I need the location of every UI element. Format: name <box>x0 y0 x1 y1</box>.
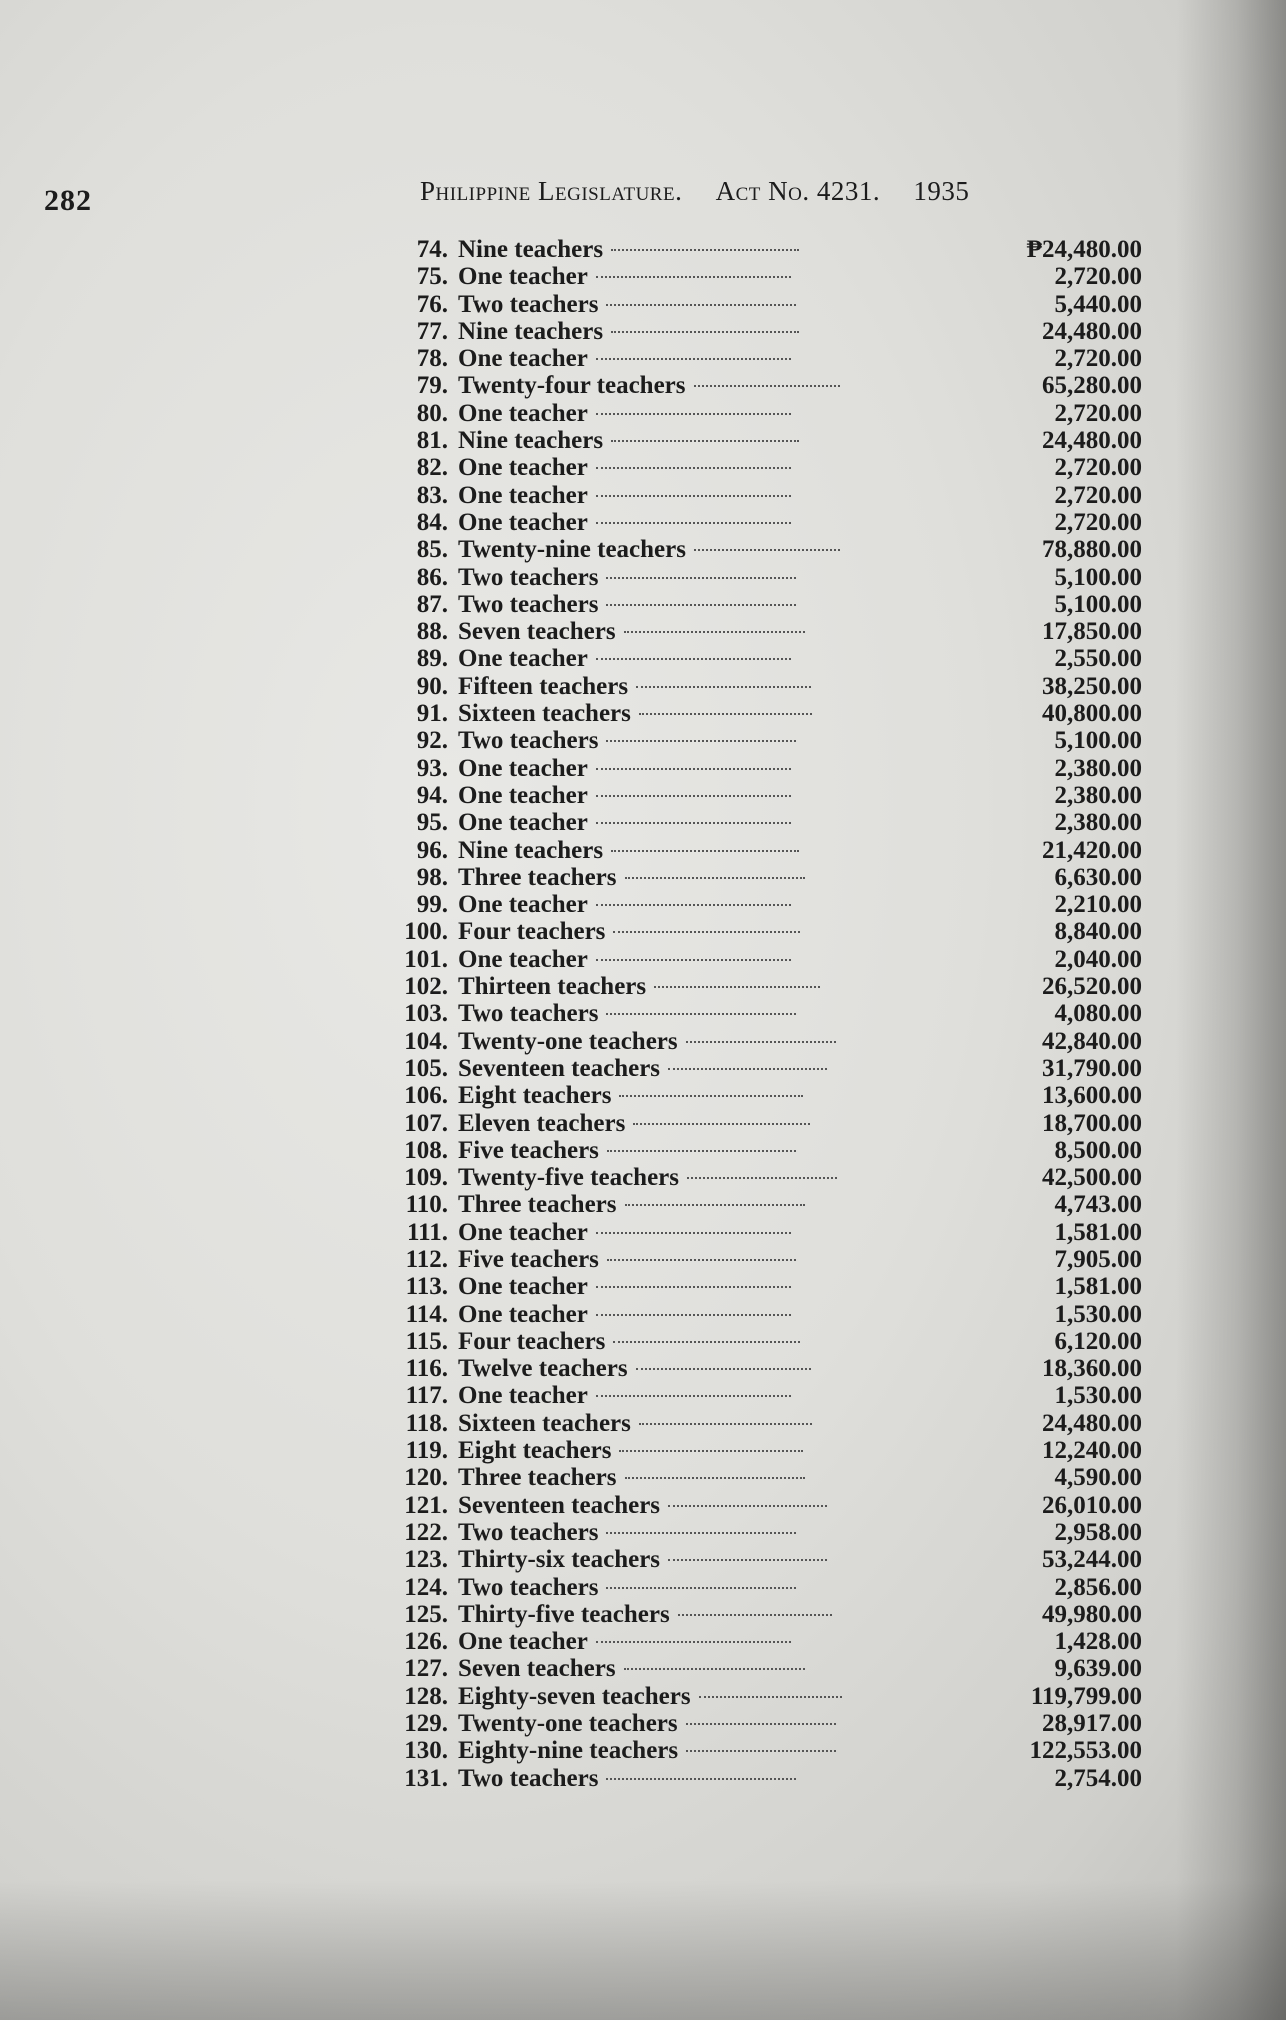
dot-leader <box>686 1041 836 1043</box>
item-amount: 6,120.00 <box>1054 1327 1143 1355</box>
item-number: 109. <box>404 1164 448 1192</box>
list-item <box>382 1410 1142 1437</box>
list-item <box>382 618 1142 645</box>
item-amount: 8,840.00 <box>1054 918 1143 946</box>
item-amount: 38,250.00 <box>1042 672 1142 700</box>
dot-leader <box>596 904 791 906</box>
item-number: 95. <box>416 809 448 837</box>
item-amount: 42,840.00 <box>1042 1027 1142 1055</box>
item-label: Eleven teachers <box>458 1109 626 1137</box>
item-number: 91. <box>416 700 448 728</box>
running-head-act: Act No. 4231. <box>715 176 881 206</box>
item-label: One teacher <box>458 345 588 373</box>
item-amount: 2,210.00 <box>1054 891 1142 919</box>
item-number: 75. <box>416 263 448 291</box>
item-number: 127. <box>404 1655 448 1683</box>
item-label: Thirty-five teachers <box>458 1600 670 1628</box>
item-amount: 2,720.00 <box>1054 508 1142 536</box>
item-amount: 18,700.00 <box>1042 1109 1142 1137</box>
item-label: Nine teachers <box>458 836 604 864</box>
list-item <box>382 1519 1142 1546</box>
dot-leader <box>624 1668 805 1670</box>
list-item <box>382 1328 1142 1355</box>
item-number: 80. <box>416 399 448 427</box>
item-amount: 5,100.00 <box>1054 727 1142 755</box>
dot-leader <box>596 1232 791 1234</box>
list-item <box>382 918 1142 945</box>
item-number: 126. <box>404 1628 448 1656</box>
item-number: 89. <box>416 645 448 673</box>
item-amount: 1,581.00 <box>1054 1218 1142 1246</box>
dot-leader <box>668 1559 827 1561</box>
item-label: Thirteen teachers <box>458 973 647 1001</box>
item-amount: 2,550.00 <box>1054 645 1142 673</box>
list-item <box>382 291 1142 318</box>
item-amount: 1,530.00 <box>1054 1300 1142 1328</box>
dot-leader <box>606 604 796 606</box>
item-number: 108. <box>404 1136 448 1164</box>
list-item <box>382 1191 1142 1218</box>
list-item <box>382 1628 1142 1655</box>
item-amount: 24,480.00 <box>1042 427 1142 455</box>
item-label: Seven teachers <box>458 1655 616 1683</box>
item-label: One teacher <box>458 754 588 782</box>
item-amount: 78,880.00 <box>1042 536 1142 564</box>
list-item <box>382 946 1142 973</box>
item-label: Twelve teachers <box>458 1355 628 1383</box>
item-label: Eighty-nine teachers <box>458 1737 679 1765</box>
dot-leader <box>686 1750 836 1752</box>
dot-leader <box>606 1778 796 1780</box>
item-number: 123. <box>404 1546 448 1574</box>
item-number: 112. <box>405 1245 448 1273</box>
dot-leader <box>699 1696 843 1698</box>
item-label: Two teachers <box>458 290 599 318</box>
dot-leader <box>694 549 840 551</box>
list-item <box>382 1382 1142 1409</box>
list-item <box>382 509 1142 536</box>
item-label: Two teachers <box>458 1518 599 1546</box>
dot-leader <box>596 795 791 797</box>
list-item <box>382 564 1142 591</box>
item-amount: 5,100.00 <box>1054 590 1142 618</box>
item-amount: 26,520.00 <box>1042 973 1143 1001</box>
dot-leader <box>613 1341 799 1343</box>
item-amount: 1,581.00 <box>1054 1273 1142 1301</box>
item-number: 129. <box>404 1710 448 1738</box>
item-number: 122. <box>404 1518 448 1546</box>
item-label: One teacher <box>458 891 588 919</box>
item-number: 115. <box>405 1327 448 1355</box>
item-amount: 31,790.00 <box>1042 1054 1143 1082</box>
dot-leader <box>607 1150 797 1152</box>
item-number: 79. <box>416 372 448 400</box>
running-head <box>420 176 969 207</box>
item-label: One teacher <box>458 508 588 536</box>
list-item <box>382 236 1142 263</box>
list-item <box>382 1546 1142 1573</box>
item-label: Three teachers <box>458 863 617 891</box>
item-label: One teacher <box>458 945 588 973</box>
list-item <box>382 372 1142 399</box>
item-amount: 119,799.00 <box>1030 1682 1142 1710</box>
item-amount: 17,850.00 <box>1042 618 1142 646</box>
item-number: 77. <box>416 317 448 345</box>
item-label: Two teachers <box>458 563 599 591</box>
item-amount: 24,480.00 <box>1042 317 1142 345</box>
item-label: Eight teachers <box>458 1437 612 1465</box>
item-label: Seventeen teachers <box>458 1054 661 1082</box>
dot-leader <box>619 1095 802 1097</box>
list-item <box>382 1601 1142 1628</box>
dot-leader <box>596 1314 791 1316</box>
list-item <box>382 536 1142 563</box>
list-item <box>382 1301 1142 1328</box>
item-label: Sixteen teachers <box>458 1409 631 1437</box>
list-item <box>382 591 1142 618</box>
item-amount: 2,380.00 <box>1054 781 1142 809</box>
item-label: Sixteen teachers <box>458 700 631 728</box>
item-label: Seventeen teachers <box>458 1491 661 1519</box>
item-label: One teacher <box>458 399 588 427</box>
dot-leader <box>619 1450 802 1452</box>
dot-leader <box>625 1477 806 1479</box>
item-amount: 2,380.00 <box>1054 754 1142 782</box>
dot-leader <box>596 495 791 497</box>
item-label: Nine teachers <box>458 236 604 263</box>
list-item <box>382 645 1142 672</box>
item-number: 87. <box>416 590 448 618</box>
item-label: Five teachers <box>458 1245 599 1273</box>
item-number: 111. <box>407 1218 448 1246</box>
item-label: One teacher <box>458 1628 588 1656</box>
item-number: 98. <box>416 863 448 891</box>
item-amount: 42,500.00 <box>1042 1164 1143 1192</box>
item-amount: 18,360.00 <box>1042 1355 1143 1383</box>
item-number: 105. <box>404 1054 448 1082</box>
item-number: 125. <box>404 1600 448 1628</box>
item-amount: 122,553.00 <box>1029 1737 1142 1765</box>
item-amount: 2,856.00 <box>1054 1573 1142 1601</box>
item-number: 110. <box>405 1191 448 1219</box>
item-label: Eighty-seven teachers <box>458 1682 691 1710</box>
item-label: Thirty-six teachers <box>458 1546 661 1574</box>
dot-leader <box>596 959 791 961</box>
running-head-title: Philippine Legislature. <box>420 176 683 206</box>
dot-leader <box>694 385 840 387</box>
list-item <box>382 1000 1142 1027</box>
item-number: 113. <box>405 1273 448 1301</box>
item-number: 84. <box>416 508 448 536</box>
dot-leader <box>596 768 791 770</box>
list-item <box>382 673 1142 700</box>
dot-leader <box>596 276 791 278</box>
item-number: 82. <box>416 454 448 482</box>
dot-leader <box>611 440 798 442</box>
dot-leader <box>606 304 796 306</box>
item-number: 83. <box>416 481 448 509</box>
item-label: Nine teachers <box>458 427 604 455</box>
item-label: Twenty-five teachers <box>458 1164 679 1192</box>
item-number: 101. <box>404 945 448 973</box>
item-number: 90. <box>416 672 448 700</box>
list-item <box>382 1273 1142 1300</box>
list-item <box>382 1683 1142 1710</box>
page-bottom-shadow <box>0 1880 1286 2020</box>
list-item <box>382 1765 1142 1792</box>
list-item <box>382 1464 1142 1491</box>
item-number: 124. <box>404 1573 448 1601</box>
dot-leader <box>596 658 791 660</box>
dot-leader <box>607 1259 797 1261</box>
item-number: 78. <box>416 345 448 373</box>
item-amount: 28,917.00 <box>1042 1710 1142 1738</box>
item-label: Eight teachers <box>458 1082 612 1110</box>
list-item <box>382 427 1142 454</box>
item-label: One teacher <box>458 1382 588 1410</box>
list-item <box>382 400 1142 427</box>
list-item <box>382 1164 1142 1191</box>
list-item <box>382 727 1142 754</box>
item-number: 106. <box>404 1082 448 1110</box>
item-amount: 24,480.00 <box>1042 1409 1142 1437</box>
list-item <box>382 1082 1142 1109</box>
item-label: Twenty-nine teachers <box>458 536 686 564</box>
item-number: 86. <box>416 563 448 591</box>
item-number: 74. <box>416 236 448 263</box>
dot-leader <box>678 1614 832 1616</box>
item-label: One teacher <box>458 263 588 291</box>
item-amount: 2,720.00 <box>1054 345 1142 373</box>
item-number: 76. <box>416 290 448 318</box>
dot-leader <box>606 1013 796 1015</box>
item-amount: 4,743.00 <box>1054 1191 1143 1219</box>
item-number: 116. <box>405 1355 448 1383</box>
dot-leader <box>624 631 805 633</box>
item-number: 85. <box>416 536 448 564</box>
list-item <box>382 782 1142 809</box>
list-item <box>382 345 1142 372</box>
item-label: Two teachers <box>458 590 599 618</box>
list-item <box>382 891 1142 918</box>
item-amount: 2,720.00 <box>1054 263 1142 291</box>
dot-leader <box>633 1123 809 1125</box>
list-item <box>382 1710 1142 1737</box>
item-label: Three teachers <box>458 1464 617 1492</box>
list-item <box>382 1137 1142 1164</box>
dot-leader <box>668 1505 827 1507</box>
item-label: Fifteen teachers <box>458 672 629 700</box>
dot-leader <box>687 1177 837 1179</box>
item-number: 88. <box>416 618 448 646</box>
item-label: One teacher <box>458 1300 588 1328</box>
page-number: 282 <box>44 184 92 217</box>
item-number: 119. <box>405 1437 448 1465</box>
item-number: 92. <box>416 727 448 755</box>
dot-leader <box>606 740 796 742</box>
list-item <box>382 263 1142 290</box>
dot-leader <box>596 467 791 469</box>
list-item <box>382 700 1142 727</box>
list-item <box>382 864 1142 891</box>
item-label: Twenty-four teachers <box>458 372 686 400</box>
dot-leader <box>613 931 799 933</box>
item-amount: 13,600.00 <box>1042 1082 1143 1110</box>
item-amount: 49,980.00 <box>1042 1600 1143 1628</box>
dot-leader <box>639 713 813 715</box>
item-number: 131. <box>404 1764 448 1792</box>
item-amount: 8,500.00 <box>1054 1136 1142 1164</box>
dot-leader <box>596 522 791 524</box>
item-label: Twenty-one teachers <box>458 1027 678 1055</box>
item-number: 99. <box>416 891 448 919</box>
dot-leader <box>636 1368 811 1370</box>
list-item <box>382 755 1142 782</box>
list-item <box>382 1219 1142 1246</box>
item-amount: 2,958.00 <box>1054 1518 1142 1546</box>
item-amount: 6,630.00 <box>1054 863 1143 891</box>
dot-leader <box>636 686 811 688</box>
item-number: 118. <box>405 1409 448 1437</box>
item-label: One teacher <box>458 454 588 482</box>
list-item <box>382 318 1142 345</box>
item-label: Five teachers <box>458 1136 599 1164</box>
dot-leader <box>596 822 791 824</box>
dot-leader <box>668 1068 827 1070</box>
item-label: Nine teachers <box>458 317 604 345</box>
list-item <box>382 1655 1142 1682</box>
list-item <box>382 1055 1142 1082</box>
dot-leader <box>596 1641 791 1643</box>
item-number: 94. <box>416 781 448 809</box>
item-number: 114. <box>405 1300 448 1328</box>
item-label: Seven teachers <box>458 618 616 646</box>
item-amount: 5,100.00 <box>1054 563 1142 591</box>
dot-leader <box>686 1723 836 1725</box>
item-number: 117. <box>405 1382 448 1410</box>
item-amount: 12,240.00 <box>1042 1437 1143 1465</box>
list-item <box>382 1492 1142 1519</box>
item-label: Twenty-one teachers <box>458 1710 678 1738</box>
item-number: 128. <box>404 1682 448 1710</box>
item-amount: 40,800.00 <box>1042 700 1142 728</box>
dot-leader <box>596 358 791 360</box>
item-amount: 53,244.00 <box>1042 1546 1143 1574</box>
list-item <box>382 1574 1142 1601</box>
dot-leader <box>625 877 806 879</box>
dot-leader <box>611 850 798 852</box>
dot-leader <box>606 577 796 579</box>
item-number: 121. <box>404 1491 448 1519</box>
list-item <box>382 1028 1142 1055</box>
item-amount: 1,428.00 <box>1054 1628 1142 1656</box>
item-number: 93. <box>416 754 448 782</box>
item-amount: 2,720.00 <box>1054 454 1142 482</box>
running-head-year: 1935 <box>913 176 970 206</box>
dot-leader <box>639 1423 813 1425</box>
dot-leader <box>611 249 798 251</box>
dot-leader <box>596 1286 791 1288</box>
item-number: 96. <box>416 836 448 864</box>
page-edge-shadow <box>1176 0 1286 2020</box>
item-amount: 2,380.00 <box>1054 809 1142 837</box>
item-number: 100. <box>404 918 448 946</box>
item-amount: 4,590.00 <box>1054 1464 1143 1492</box>
dot-leader <box>611 331 798 333</box>
item-amount: 26,010.00 <box>1042 1491 1143 1519</box>
item-amount: 4,080.00 <box>1054 1000 1142 1028</box>
item-number: 107. <box>404 1109 448 1137</box>
list-item <box>382 1246 1142 1273</box>
item-label: Two teachers <box>458 1573 599 1601</box>
item-amount: 9,639.00 <box>1054 1655 1142 1683</box>
dot-leader <box>625 1204 806 1206</box>
item-label: Two teachers <box>458 727 599 755</box>
item-number: 103. <box>404 1000 448 1028</box>
item-amount: 2,720.00 <box>1054 481 1142 509</box>
dot-leader <box>596 1395 791 1397</box>
item-amount: 2,754.00 <box>1054 1764 1142 1792</box>
item-label: One teacher <box>458 1218 588 1246</box>
item-number: 130. <box>404 1737 448 1765</box>
item-amount: 2,720.00 <box>1054 399 1142 427</box>
dot-leader <box>596 413 791 415</box>
list-item <box>382 1355 1142 1382</box>
list-item <box>382 809 1142 836</box>
item-amount: 2,040.00 <box>1054 945 1142 973</box>
list-item <box>382 1437 1142 1464</box>
item-number: 81. <box>416 427 448 455</box>
item-label: One teacher <box>458 809 588 837</box>
item-amount: 1,530.00 <box>1054 1382 1142 1410</box>
appropriation-list <box>382 236 1142 1792</box>
item-label: One teacher <box>458 645 588 673</box>
item-amount: ₱24,480.00 <box>1026 236 1142 263</box>
list-item <box>382 837 1142 864</box>
item-amount: 5,440.00 <box>1054 290 1142 318</box>
list-item <box>382 1737 1142 1764</box>
list-item <box>382 482 1142 509</box>
item-label: One teacher <box>458 781 588 809</box>
item-label: Four teachers <box>458 918 606 946</box>
item-number: 104. <box>404 1027 448 1055</box>
item-label: One teacher <box>458 481 588 509</box>
item-label: Two teachers <box>458 1764 599 1792</box>
item-number: 120. <box>404 1464 448 1492</box>
item-label: Three teachers <box>458 1191 617 1219</box>
item-number: 102. <box>404 973 448 1001</box>
dot-leader <box>654 986 820 988</box>
item-amount: 21,420.00 <box>1042 836 1142 864</box>
item-amount: 7,905.00 <box>1054 1245 1142 1273</box>
item-amount: 65,280.00 <box>1042 372 1142 400</box>
item-label: One teacher <box>458 1273 588 1301</box>
list-item <box>382 454 1142 481</box>
dot-leader <box>606 1532 796 1534</box>
dot-leader <box>606 1587 796 1589</box>
list-item <box>382 1110 1142 1137</box>
item-label: Two teachers <box>458 1000 599 1028</box>
item-label: Four teachers <box>458 1327 606 1355</box>
list-item <box>382 973 1142 1000</box>
